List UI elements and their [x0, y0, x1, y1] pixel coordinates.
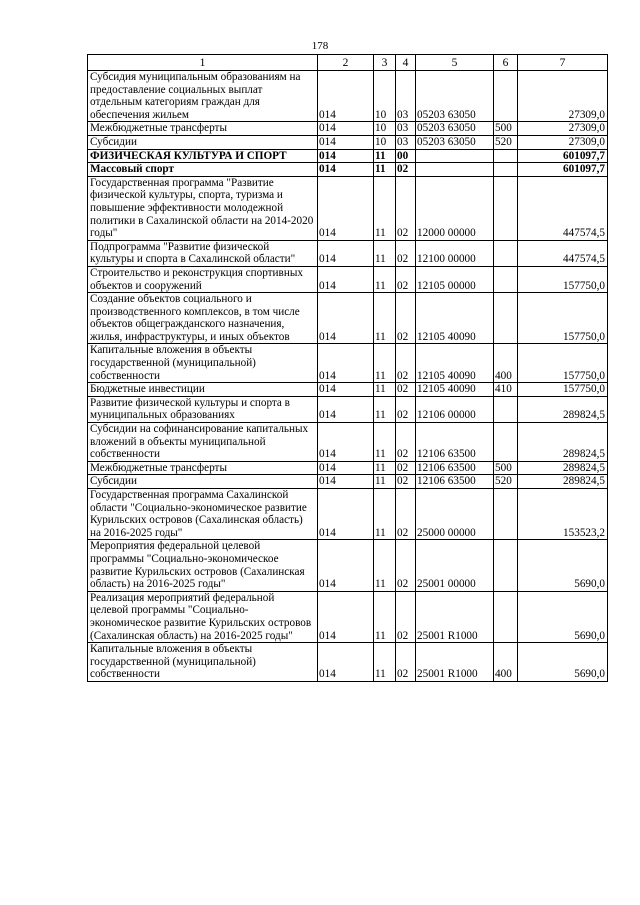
table-row	[88, 423, 608, 462]
row-ministry-code: 014	[318, 71, 374, 122]
row-section-code: 10	[374, 135, 396, 149]
row-ministry-code: 014	[318, 149, 374, 163]
row-target-article-code: 25001 00000	[416, 540, 494, 591]
row-target-article-code: 25001 R1000	[416, 591, 494, 642]
row-ministry-code: 014	[318, 383, 374, 397]
row-name: Реализация мероприятий федеральной целевой программы "Социально-экономическое развитие Курильских островов (Сахалинская область) на 2016-2025 годы"	[88, 591, 318, 642]
row-ministry-code: 014	[318, 423, 374, 462]
row-section-code: 11	[374, 540, 396, 591]
row-name: Субсидии	[88, 475, 318, 489]
row-subsection-code: 03	[396, 71, 416, 122]
row-amount: 289824,5	[518, 475, 608, 489]
row-subsection-code: 02	[396, 396, 416, 422]
table-row	[88, 149, 608, 163]
row-expense-type-code: 500	[494, 461, 518, 475]
row-target-article-code: 05203 63050	[416, 71, 494, 122]
row-section-code: 11	[374, 643, 396, 682]
table-row	[88, 122, 608, 136]
row-section-code: 11	[374, 240, 396, 266]
row-ministry-code: 014	[318, 591, 374, 642]
row-ministry-code: 014	[318, 540, 374, 591]
row-target-article-code: 12105 00000	[416, 266, 494, 292]
row-subsection-code: 02	[396, 383, 416, 397]
row-subsection-code: 03	[396, 122, 416, 136]
table-row	[88, 176, 608, 240]
row-subsection-code: 02	[396, 461, 416, 475]
row-amount: 5690,0	[518, 591, 608, 642]
table-row	[88, 396, 608, 422]
table-row	[88, 240, 608, 266]
row-target-article-code: 12106 63500	[416, 423, 494, 462]
row-amount: 27309,0	[518, 71, 608, 122]
row-expense-type-code	[494, 149, 518, 163]
row-section-code: 11	[374, 396, 396, 422]
row-name: Бюджетные инвестиции	[88, 383, 318, 397]
row-target-article-code: 12000 00000	[416, 176, 494, 240]
row-subsection-code: 00	[396, 149, 416, 163]
row-amount: 447574,5	[518, 240, 608, 266]
row-section-code: 11	[374, 489, 396, 540]
row-ministry-code: 014	[318, 344, 374, 383]
row-target-article-code: 25000 00000	[416, 489, 494, 540]
row-name: Строительство и реконструкция спортивных объектов и сооружений	[88, 266, 318, 292]
row-expense-type-code	[494, 423, 518, 462]
row-amount: 289824,5	[518, 396, 608, 422]
row-expense-type-code	[494, 489, 518, 540]
row-amount: 289824,5	[518, 423, 608, 462]
row-expense-type-code: 520	[494, 475, 518, 489]
row-amount: 157750,0	[518, 383, 608, 397]
row-section-code: 10	[374, 71, 396, 122]
row-target-article-code: 05203 63050	[416, 135, 494, 149]
row-section-code: 11	[374, 461, 396, 475]
row-ministry-code: 014	[318, 163, 374, 177]
table-row	[88, 71, 608, 122]
table-row	[88, 643, 608, 682]
table-row	[88, 540, 608, 591]
row-expense-type-code: 410	[494, 383, 518, 397]
row-target-article-code: 12106 63500	[416, 461, 494, 475]
table-row	[88, 293, 608, 344]
row-expense-type-code: 520	[494, 135, 518, 149]
row-name: Капитальные вложения в объекты государственной (муниципальной) собственности	[88, 344, 318, 383]
row-expense-type-code: 400	[494, 643, 518, 682]
row-subsection-code: 03	[396, 135, 416, 149]
row-subsection-code: 02	[396, 489, 416, 540]
row-section-code: 11	[374, 266, 396, 292]
row-section-code: 10	[374, 122, 396, 136]
row-name: Субсидия муниципальным образованиям на предоставление социальных выплат отдельным категориям граждан для обеспечения жильем	[88, 71, 318, 122]
row-section-code: 11	[374, 149, 396, 163]
table-row	[88, 135, 608, 149]
row-subsection-code: 02	[396, 176, 416, 240]
row-subsection-code: 02	[396, 266, 416, 292]
row-amount: 27309,0	[518, 135, 608, 149]
row-expense-type-code	[494, 540, 518, 591]
table-row	[88, 475, 608, 489]
column-header-6: 6	[494, 55, 518, 71]
row-section-code: 11	[374, 475, 396, 489]
row-ministry-code: 014	[318, 396, 374, 422]
row-amount: 157750,0	[518, 266, 608, 292]
row-section-code: 11	[374, 293, 396, 344]
row-amount: 5690,0	[518, 540, 608, 591]
row-amount: 157750,0	[518, 344, 608, 383]
row-target-article-code: 25001 R1000	[416, 643, 494, 682]
row-subsection-code: 02	[396, 591, 416, 642]
row-ministry-code: 014	[318, 643, 374, 682]
table-row	[88, 489, 608, 540]
row-target-article-code: 12105 40090	[416, 383, 494, 397]
table-header-row	[88, 55, 608, 71]
table-row	[88, 461, 608, 475]
row-expense-type-code	[494, 163, 518, 177]
row-amount: 601097,7	[518, 163, 608, 177]
row-amount: 289824,5	[518, 461, 608, 475]
row-expense-type-code	[494, 266, 518, 292]
row-ministry-code: 014	[318, 293, 374, 344]
row-amount: 447574,5	[518, 176, 608, 240]
row-ministry-code: 014	[318, 135, 374, 149]
row-subsection-code: 02	[396, 475, 416, 489]
row-subsection-code: 02	[396, 423, 416, 462]
row-target-article-code: 12100 00000	[416, 240, 494, 266]
row-name: Развитие физической культуры и спорта в муниципальных образованиях	[88, 396, 318, 422]
row-ministry-code: 014	[318, 461, 374, 475]
row-expense-type-code: 500	[494, 122, 518, 136]
row-expense-type-code	[494, 591, 518, 642]
column-header-5: 5	[416, 55, 494, 71]
column-header-2: 2	[318, 55, 374, 71]
table-row	[88, 591, 608, 642]
row-amount: 601097,7	[518, 149, 608, 163]
row-target-article-code	[416, 149, 494, 163]
row-expense-type-code	[494, 71, 518, 122]
row-section-code: 11	[374, 176, 396, 240]
row-amount: 27309,0	[518, 122, 608, 136]
table-row	[88, 163, 608, 177]
row-amount: 153523,2	[518, 489, 608, 540]
row-section-code: 11	[374, 591, 396, 642]
row-name: Государственная программа Сахалинской области "Социально-экономическое развитие Курильских островов (Сахалинская область) на 2016-2025 годы"	[88, 489, 318, 540]
row-amount: 5690,0	[518, 643, 608, 682]
row-name: Субсидии	[88, 135, 318, 149]
row-expense-type-code	[494, 176, 518, 240]
row-name: Субсидии на софинансирование капитальных вложений в объекты муниципальной собственности	[88, 423, 318, 462]
row-target-article-code: 12106 63500	[416, 475, 494, 489]
row-name: Мероприятия федеральной целевой программы "Социально-экономическое развитие Курильских островов (Сахалинская область) на 2016-2025 годы"	[88, 540, 318, 591]
row-ministry-code: 014	[318, 266, 374, 292]
table-body	[88, 71, 608, 682]
row-ministry-code: 014	[318, 176, 374, 240]
row-amount: 157750,0	[518, 293, 608, 344]
row-expense-type-code	[494, 293, 518, 344]
row-target-article-code	[416, 163, 494, 177]
row-name: Межбюджетные трансферты	[88, 461, 318, 475]
column-header-3: 3	[374, 55, 396, 71]
row-name: Межбюджетные трансферты	[88, 122, 318, 136]
row-subsection-code: 02	[396, 240, 416, 266]
row-section-code: 11	[374, 423, 396, 462]
row-name: Государственная программа "Развитие физической культуры, спорта, туризма и повышение эффективности молодежной политики в Сахалинской области на 2014-2020 годы"	[88, 176, 318, 240]
row-target-article-code: 05203 63050	[416, 122, 494, 136]
row-target-article-code: 12106 00000	[416, 396, 494, 422]
column-header-4: 4	[396, 55, 416, 71]
row-section-code: 11	[374, 383, 396, 397]
row-subsection-code: 02	[396, 643, 416, 682]
table-row	[88, 383, 608, 397]
row-name: Капитальные вложения в объекты государственной (муниципальной) собственности	[88, 643, 318, 682]
row-target-article-code: 12105 40090	[416, 344, 494, 383]
row-ministry-code: 014	[318, 240, 374, 266]
row-name: Подпрограмма "Развитие физической культуры и спорта в Сахалинской области"	[88, 240, 318, 266]
table-row	[88, 344, 608, 383]
row-expense-type-code: 400	[494, 344, 518, 383]
table-row	[88, 266, 608, 292]
row-name: Массовый спорт	[88, 163, 318, 177]
budget-table	[87, 54, 608, 682]
row-subsection-code: 02	[396, 163, 416, 177]
row-section-code: 11	[374, 344, 396, 383]
column-header-1: 1	[88, 55, 318, 71]
row-subsection-code: 02	[396, 540, 416, 591]
row-subsection-code: 02	[396, 293, 416, 344]
row-expense-type-code	[494, 240, 518, 266]
row-ministry-code: 014	[318, 122, 374, 136]
row-section-code: 11	[374, 163, 396, 177]
row-subsection-code: 02	[396, 344, 416, 383]
row-ministry-code: 014	[318, 489, 374, 540]
column-header-7: 7	[518, 55, 608, 71]
row-expense-type-code	[494, 396, 518, 422]
row-name: ФИЗИЧЕСКАЯ КУЛЬТУРА И СПОРТ	[88, 149, 318, 163]
row-ministry-code: 014	[318, 475, 374, 489]
row-name: Создание объектов социального и производственного комплексов, в том числе объектов общегражданского назначения, жилья, инфраструктуры, и иных объектов	[88, 293, 318, 344]
page-number: 178	[311, 40, 329, 52]
row-target-article-code: 12105 40090	[416, 293, 494, 344]
